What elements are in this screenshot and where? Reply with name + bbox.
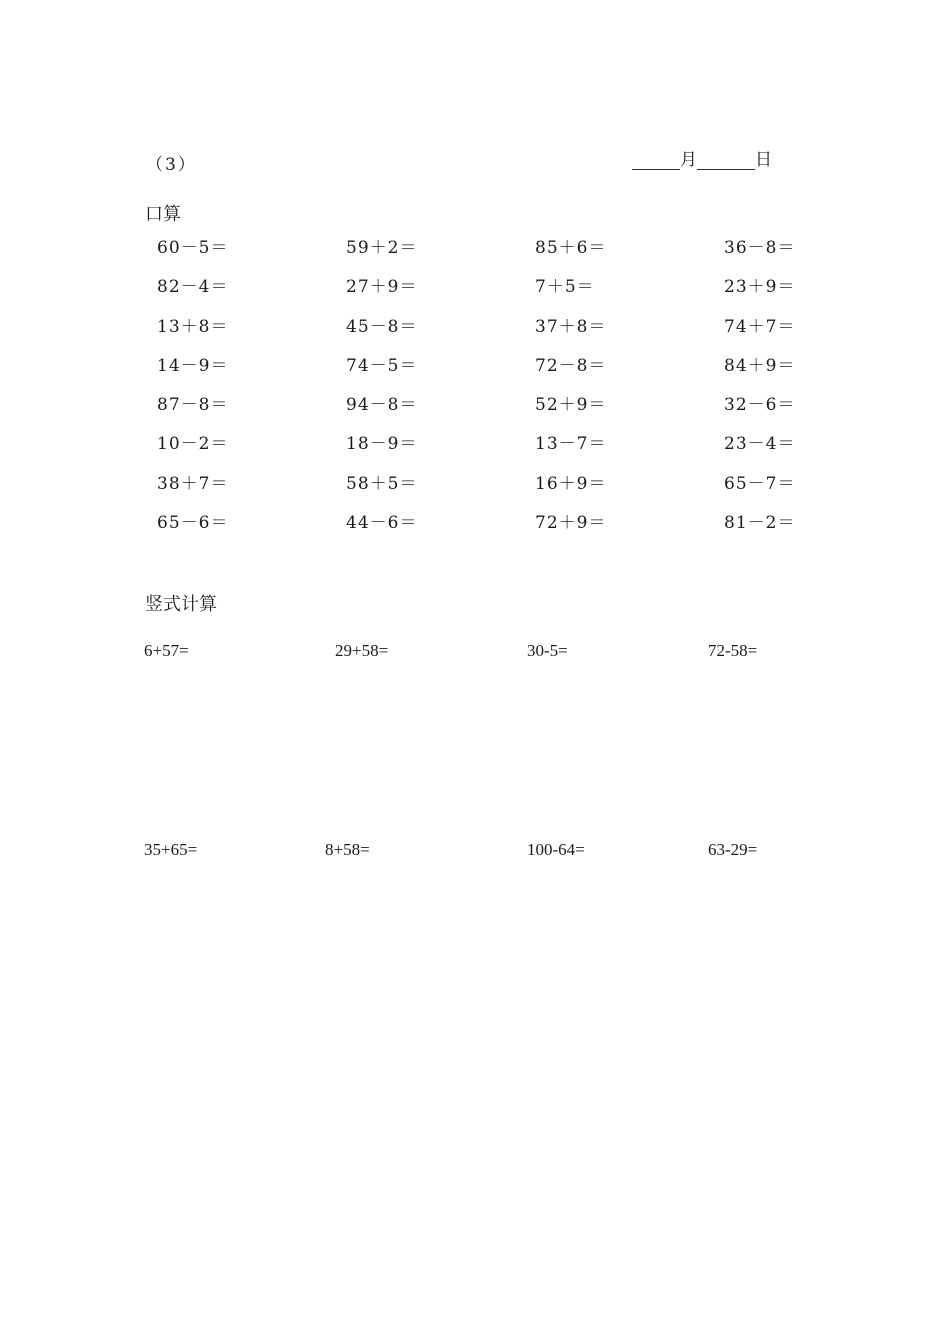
oral-problem: 65－7＝ [724,473,796,494]
oral-problem: 59＋2＝ [346,238,418,258]
vertical-problem: 63-29= [708,840,758,859]
oral-problem: 45－8＝ [346,316,418,337]
oral-problem: 18－9＝ [346,434,418,455]
oral-problem: 14－9＝ [157,355,229,376]
vertical-problems-row [144,640,844,664]
month-label: 月 [680,150,697,170]
oral-problem: 72＋9＝ [535,513,607,534]
sheet-number: （3） [146,155,197,175]
day-label: 日 [755,150,772,170]
vertical-problem: 72-58= [708,641,758,660]
oral-problem: 23＋9＝ [724,277,796,298]
oral-problem: 10－2＝ [157,434,229,455]
oral-problem: 27＋9＝ [346,277,418,298]
oral-problem: 13＋8＝ [157,316,229,337]
vertical-problem: 30-5= [527,641,568,660]
oral-problem: 72－8＝ [535,355,607,376]
month-blank [632,151,680,170]
oral-problem: 60－5＝ [157,238,229,258]
oral-problem: 16＋9＝ [535,473,607,494]
vertical-section-title: 竖式计算 [145,594,217,615]
date-line [632,150,772,170]
oral-problem: 87－8＝ [157,395,229,416]
vertical-problem: 29+58= [335,641,389,660]
vertical-problem: 35+65= [144,840,198,859]
oral-problem: 13－7＝ [535,434,607,455]
oral-problem: 84＋9＝ [724,355,796,376]
oral-problem: 74＋7＝ [724,316,796,337]
oral-problem: 81－2＝ [724,513,796,534]
oral-problem: 58＋5＝ [346,473,418,494]
oral-problem: 52＋9＝ [535,395,607,416]
oral-section-title: 口算 [145,204,181,225]
oral-problem: 82－4＝ [157,277,229,298]
oral-problem: 38＋7＝ [157,473,229,494]
vertical-problem: 6+57= [144,641,189,660]
oral-problem: 37＋8＝ [535,316,607,337]
oral-problems-grid [157,236,837,550]
oral-problem: 23－4＝ [724,434,796,455]
vertical-problem: 100-64= [527,840,585,859]
oral-problem: 44－6＝ [346,513,418,534]
oral-problem: 7＋5＝ [535,277,595,298]
oral-problem: 94－8＝ [346,395,418,416]
oral-problem: 65－6＝ [157,513,229,534]
day-blank [697,151,755,170]
oral-problem: 32－6＝ [724,395,796,416]
oral-problem: 36－8＝ [724,238,796,258]
vertical-problems-row [144,839,844,863]
vertical-problem: 8+58= [325,840,370,859]
oral-problem: 74－5＝ [346,355,418,376]
oral-problem: 85＋6＝ [535,238,607,258]
